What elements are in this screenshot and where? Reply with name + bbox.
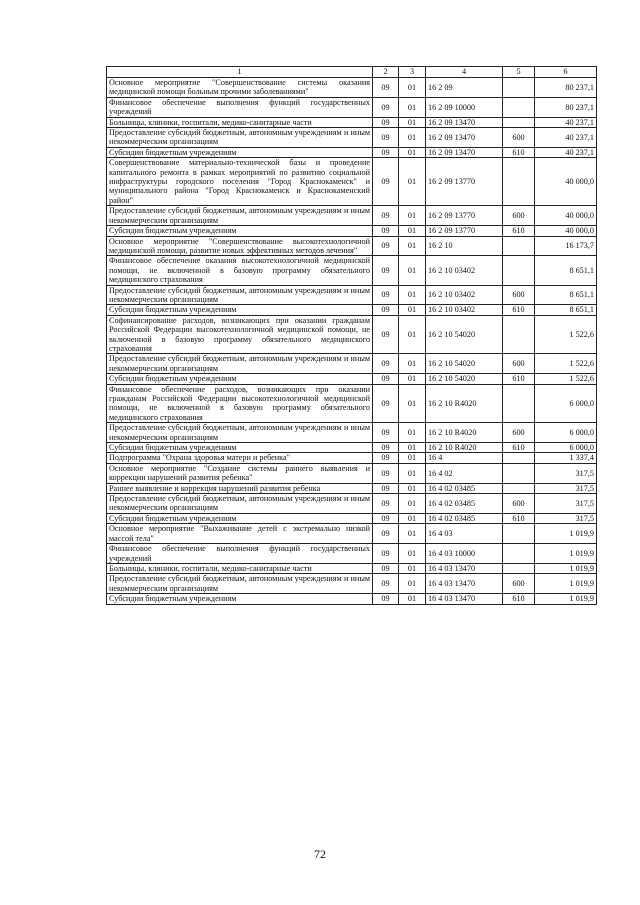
cell-target-article: 16 4 02 03485: [426, 494, 503, 514]
cell-section: 09: [373, 513, 399, 523]
cell-section: 09: [373, 483, 399, 493]
cell-amount: 40 000,0: [535, 206, 597, 226]
cell-subsection: 01: [399, 384, 426, 423]
cell-section: 09: [373, 563, 399, 573]
cell-section: 09: [373, 97, 399, 117]
table-row: [107, 147, 597, 157]
cell-target-article: 16 2 10 54020: [426, 315, 503, 354]
cell-target-article: 16 2 10 54020: [426, 374, 503, 384]
cell-target-article: 16 4 02 03485: [426, 513, 503, 523]
cell-name: Предоставление субсидий бюджетным, автономным учреждениям и иным некоммерческим организациям: [107, 494, 373, 514]
cell-subsection: 01: [399, 453, 426, 463]
cell-subsection: 01: [399, 563, 426, 573]
cell-section: 09: [373, 128, 399, 148]
cell-expense-type: [503, 158, 535, 206]
cell-amount: 40 237,1: [535, 117, 597, 127]
cell-expense-type: 600: [503, 574, 535, 594]
cell-name: Субсидии бюджетным учреждениям: [107, 147, 373, 157]
table-row: [107, 563, 597, 573]
cell-name: Основное мероприятие "Выхаживание детей с экстремально низкой массой тела": [107, 524, 373, 544]
cell-subsection: 01: [399, 117, 426, 127]
cell-name: Предоставление субсидий бюджетным, автономным учреждениям и иным некоммерческим организациям: [107, 285, 373, 305]
table-row: [107, 463, 597, 483]
cell-section: 09: [373, 524, 399, 544]
cell-section: 09: [373, 544, 399, 564]
cell-target-article: 16 4 03 13470: [426, 574, 503, 594]
column-header: 1: [107, 67, 373, 78]
cell-name: Предоставление субсидий бюджетным, автономным учреждениям и иным некоммерческим организациям: [107, 128, 373, 148]
cell-subsection: 01: [399, 574, 426, 594]
cell-expense-type: [503, 236, 535, 256]
cell-subsection: 01: [399, 305, 426, 315]
cell-subsection: 01: [399, 226, 426, 236]
cell-target-article: 16 2 10 03402: [426, 256, 503, 285]
cell-name: Финансовое обеспечение выполнения функций государственных учреждений: [107, 97, 373, 117]
cell-subsection: 01: [399, 78, 426, 98]
table-row: [107, 524, 597, 544]
cell-target-article: 16 2 09 13470: [426, 128, 503, 148]
cell-section: 09: [373, 384, 399, 423]
cell-expense-type: 610: [503, 226, 535, 236]
column-header: 5: [503, 67, 535, 78]
cell-target-article: 16 2 09: [426, 78, 503, 98]
cell-expense-type: 600: [503, 494, 535, 514]
cell-subsection: 01: [399, 494, 426, 514]
page-number: 72: [314, 847, 326, 861]
table-row: [107, 544, 597, 564]
cell-amount: 317,5: [535, 483, 597, 493]
cell-name: Субсидии бюджетным учреждениям: [107, 594, 373, 604]
cell-target-article: 16 2 10: [426, 236, 503, 256]
cell-target-article: 16 2 09 10000: [426, 97, 503, 117]
cell-expense-type: 600: [503, 128, 535, 148]
cell-subsection: 01: [399, 97, 426, 117]
cell-amount: 6 000,0: [535, 443, 597, 453]
cell-name: Субсидии бюджетным учреждениям: [107, 443, 373, 453]
table-header-row: [107, 67, 597, 78]
cell-target-article: 16 4 02: [426, 463, 503, 483]
table-row: [107, 256, 597, 285]
cell-subsection: 01: [399, 374, 426, 384]
budget-table: [106, 66, 597, 605]
table-row: [107, 236, 597, 256]
cell-subsection: 01: [399, 206, 426, 226]
cell-expense-type: [503, 524, 535, 544]
table-row: [107, 354, 597, 374]
cell-name: Основное мероприятие "Совершенствование высокотехнологичной медицинской помощи, развитие новых эффективных методов лечения": [107, 236, 373, 256]
cell-section: 09: [373, 463, 399, 483]
cell-amount: 1 522,6: [535, 374, 597, 384]
table-row: [107, 128, 597, 148]
cell-section: 09: [373, 206, 399, 226]
cell-expense-type: [503, 256, 535, 285]
cell-section: 09: [373, 158, 399, 206]
table-row: [107, 315, 597, 354]
cell-expense-type: [503, 563, 535, 573]
cell-name: Субсидии бюджетным учреждениям: [107, 513, 373, 523]
cell-target-article: 16 2 10 03402: [426, 305, 503, 315]
table-row: [107, 494, 597, 514]
cell-expense-type: [503, 315, 535, 354]
cell-expense-type: [503, 463, 535, 483]
cell-subsection: 01: [399, 423, 426, 443]
cell-target-article: 16 2 10 R4020: [426, 443, 503, 453]
table-body: [107, 78, 597, 605]
cell-target-article: 16 2 10 03402: [426, 285, 503, 305]
cell-name: Финансовое обеспечение расходов, возникающих при оказании гражданам Российской Федерации высокотехнологичной медицинской помощи, не включенной в базовую программу обязательного медицинского страхования: [107, 384, 373, 423]
cell-target-article: 16 4 03: [426, 524, 503, 544]
cell-expense-type: 600: [503, 285, 535, 305]
cell-amount: 40 000,0: [535, 226, 597, 236]
table-row: [107, 285, 597, 305]
cell-expense-type: 610: [503, 147, 535, 157]
cell-target-article: 16 4 02 03485: [426, 483, 503, 493]
cell-name: Субсидии бюджетным учреждениям: [107, 305, 373, 315]
cell-section: 09: [373, 594, 399, 604]
cell-target-article: 16 2 09 13470: [426, 117, 503, 127]
cell-target-article: 16 2 09 13770: [426, 206, 503, 226]
table-row: [107, 513, 597, 523]
cell-subsection: 01: [399, 463, 426, 483]
cell-amount: 1 337,4: [535, 453, 597, 463]
column-header: 4: [426, 67, 503, 78]
cell-expense-type: [503, 384, 535, 423]
table-row: [107, 453, 597, 463]
table-row: [107, 423, 597, 443]
column-header: 2: [373, 67, 399, 78]
cell-expense-type: 600: [503, 206, 535, 226]
table-row: [107, 117, 597, 127]
cell-expense-type: [503, 78, 535, 98]
table-row: [107, 206, 597, 226]
cell-name: Основное мероприятие "Создание системы раннего выявления и коррекции нарушений развития ребенка": [107, 463, 373, 483]
table-row: [107, 443, 597, 453]
cell-subsection: 01: [399, 315, 426, 354]
cell-expense-type: [503, 453, 535, 463]
cell-name: Предоставление субсидий бюджетным, автономным учреждениям и иным некоммерческим организациям: [107, 574, 373, 594]
table-row: [107, 158, 597, 206]
cell-subsection: 01: [399, 483, 426, 493]
cell-expense-type: 610: [503, 443, 535, 453]
cell-name: Больницы, клиники, госпитали, медико-санитарные части: [107, 117, 373, 127]
cell-expense-type: [503, 483, 535, 493]
cell-section: 09: [373, 494, 399, 514]
cell-name: Предоставление субсидий бюджетным, автономным учреждениям и иным некоммерческим организациям: [107, 423, 373, 443]
cell-target-article: 16 4 03 10000: [426, 544, 503, 564]
cell-name: Больницы, клиники, госпитали, медико-санитарные части: [107, 563, 373, 573]
cell-section: 09: [373, 453, 399, 463]
cell-name: Финансовое обеспечение оказания высокотехнологичной медицинской помощи, не включенной в базовую программу обязательного медицинского страхования: [107, 256, 373, 285]
cell-expense-type: 610: [503, 594, 535, 604]
cell-name: Раннее выявление и коррекция нарушений развития ребенка: [107, 483, 373, 493]
table-row: [107, 374, 597, 384]
cell-name: Субсидии бюджетным учреждениям: [107, 226, 373, 236]
cell-name: Софинансирование расходов, возникающих при оказании гражданам Российской Федерации высокотехнологичной медицинской помощи, не включенной в базовую программу обязательного медицинского страхования: [107, 315, 373, 354]
cell-target-article: 16 4 03 13470: [426, 594, 503, 604]
cell-subsection: 01: [399, 443, 426, 453]
cell-section: 09: [373, 285, 399, 305]
cell-subsection: 01: [399, 285, 426, 305]
cell-amount: 317,5: [535, 513, 597, 523]
cell-subsection: 01: [399, 513, 426, 523]
cell-section: 09: [373, 226, 399, 236]
cell-amount: 6 000,0: [535, 423, 597, 443]
cell-subsection: 01: [399, 158, 426, 206]
cell-target-article: 16 2 10 R4020: [426, 423, 503, 443]
cell-amount: 1 019,9: [535, 563, 597, 573]
cell-name: Предоставление субсидий бюджетным, автономным учреждениям и иным некоммерческим организациям: [107, 206, 373, 226]
cell-section: 09: [373, 78, 399, 98]
cell-expense-type: [503, 117, 535, 127]
cell-subsection: 01: [399, 544, 426, 564]
cell-name: Финансовое обеспечение выполнения функций государственных учреждений: [107, 544, 373, 564]
cell-subsection: 01: [399, 524, 426, 544]
cell-section: 09: [373, 117, 399, 127]
cell-amount: 80 237,1: [535, 78, 597, 98]
cell-expense-type: 610: [503, 305, 535, 315]
cell-name: Совершенствование материально-технической базы и проведение капитального ремонта в рамках мероприятий по развитию социальной инфраструктуры городского поселения "Город Краснокаменск" и муниципального района "Город Краснокаменск и Краснокаменский район": [107, 158, 373, 206]
cell-amount: 8 651,1: [535, 256, 597, 285]
cell-amount: 1 019,9: [535, 544, 597, 564]
cell-subsection: 01: [399, 354, 426, 374]
cell-section: 09: [373, 574, 399, 594]
cell-amount: 317,5: [535, 494, 597, 514]
cell-name: Предоставление субсидий бюджетным, автономным учреждениям и иным некоммерческим организациям: [107, 354, 373, 374]
cell-target-article: 16 2 09 13770: [426, 226, 503, 236]
cell-target-article: 16 4 03 13470: [426, 563, 503, 573]
table-row: [107, 574, 597, 594]
cell-section: 09: [373, 256, 399, 285]
cell-amount: 317,5: [535, 463, 597, 483]
table-row: [107, 78, 597, 98]
cell-expense-type: 600: [503, 354, 535, 374]
cell-expense-type: 610: [503, 513, 535, 523]
cell-amount: 40 237,1: [535, 128, 597, 148]
cell-name: Субсидии бюджетным учреждениям: [107, 374, 373, 384]
cell-section: 09: [373, 374, 399, 384]
cell-target-article: 16 2 10 R4020: [426, 384, 503, 423]
cell-amount: 1 522,6: [535, 315, 597, 354]
cell-amount: 1 522,6: [535, 354, 597, 374]
column-header: 3: [399, 67, 426, 78]
cell-subsection: 01: [399, 128, 426, 148]
cell-target-article: 16 4: [426, 453, 503, 463]
table-row: [107, 384, 597, 423]
cell-subsection: 01: [399, 256, 426, 285]
column-header: 6: [535, 67, 597, 78]
cell-expense-type: [503, 97, 535, 117]
cell-expense-type: 610: [503, 374, 535, 384]
cell-subsection: 01: [399, 594, 426, 604]
cell-name: Основное мероприятие "Совершенствование системы оказания медицинской помощи больным прочими заболеваниями": [107, 78, 373, 98]
cell-section: 09: [373, 236, 399, 256]
table-row: [107, 305, 597, 315]
cell-amount: 8 651,1: [535, 285, 597, 305]
cell-amount: 80 237,1: [535, 97, 597, 117]
cell-target-article: 16 2 10 54020: [426, 354, 503, 374]
table-row: [107, 226, 597, 236]
cell-expense-type: 600: [503, 423, 535, 443]
cell-section: 09: [373, 305, 399, 315]
cell-amount: 1 019,9: [535, 594, 597, 604]
cell-section: 09: [373, 443, 399, 453]
table-row: [107, 594, 597, 604]
cell-amount: 40 000,0: [535, 158, 597, 206]
cell-amount: 1 019,9: [535, 574, 597, 594]
cell-amount: 40 237,1: [535, 147, 597, 157]
cell-section: 09: [373, 354, 399, 374]
cell-name: Подпрограмма "Охрана здоровья матери и ребенка": [107, 453, 373, 463]
table-row: [107, 483, 597, 493]
table-row: [107, 97, 597, 117]
cell-section: 09: [373, 423, 399, 443]
cell-amount: 6 000,0: [535, 384, 597, 423]
cell-target-article: 16 2 09 13770: [426, 158, 503, 206]
cell-target-article: 16 2 09 13470: [426, 147, 503, 157]
cell-section: 09: [373, 147, 399, 157]
cell-subsection: 01: [399, 147, 426, 157]
cell-expense-type: [503, 544, 535, 564]
cell-amount: 16 173,7: [535, 236, 597, 256]
cell-subsection: 01: [399, 236, 426, 256]
cell-section: 09: [373, 315, 399, 354]
cell-amount: 8 651,1: [535, 305, 597, 315]
cell-amount: 1 019,9: [535, 524, 597, 544]
